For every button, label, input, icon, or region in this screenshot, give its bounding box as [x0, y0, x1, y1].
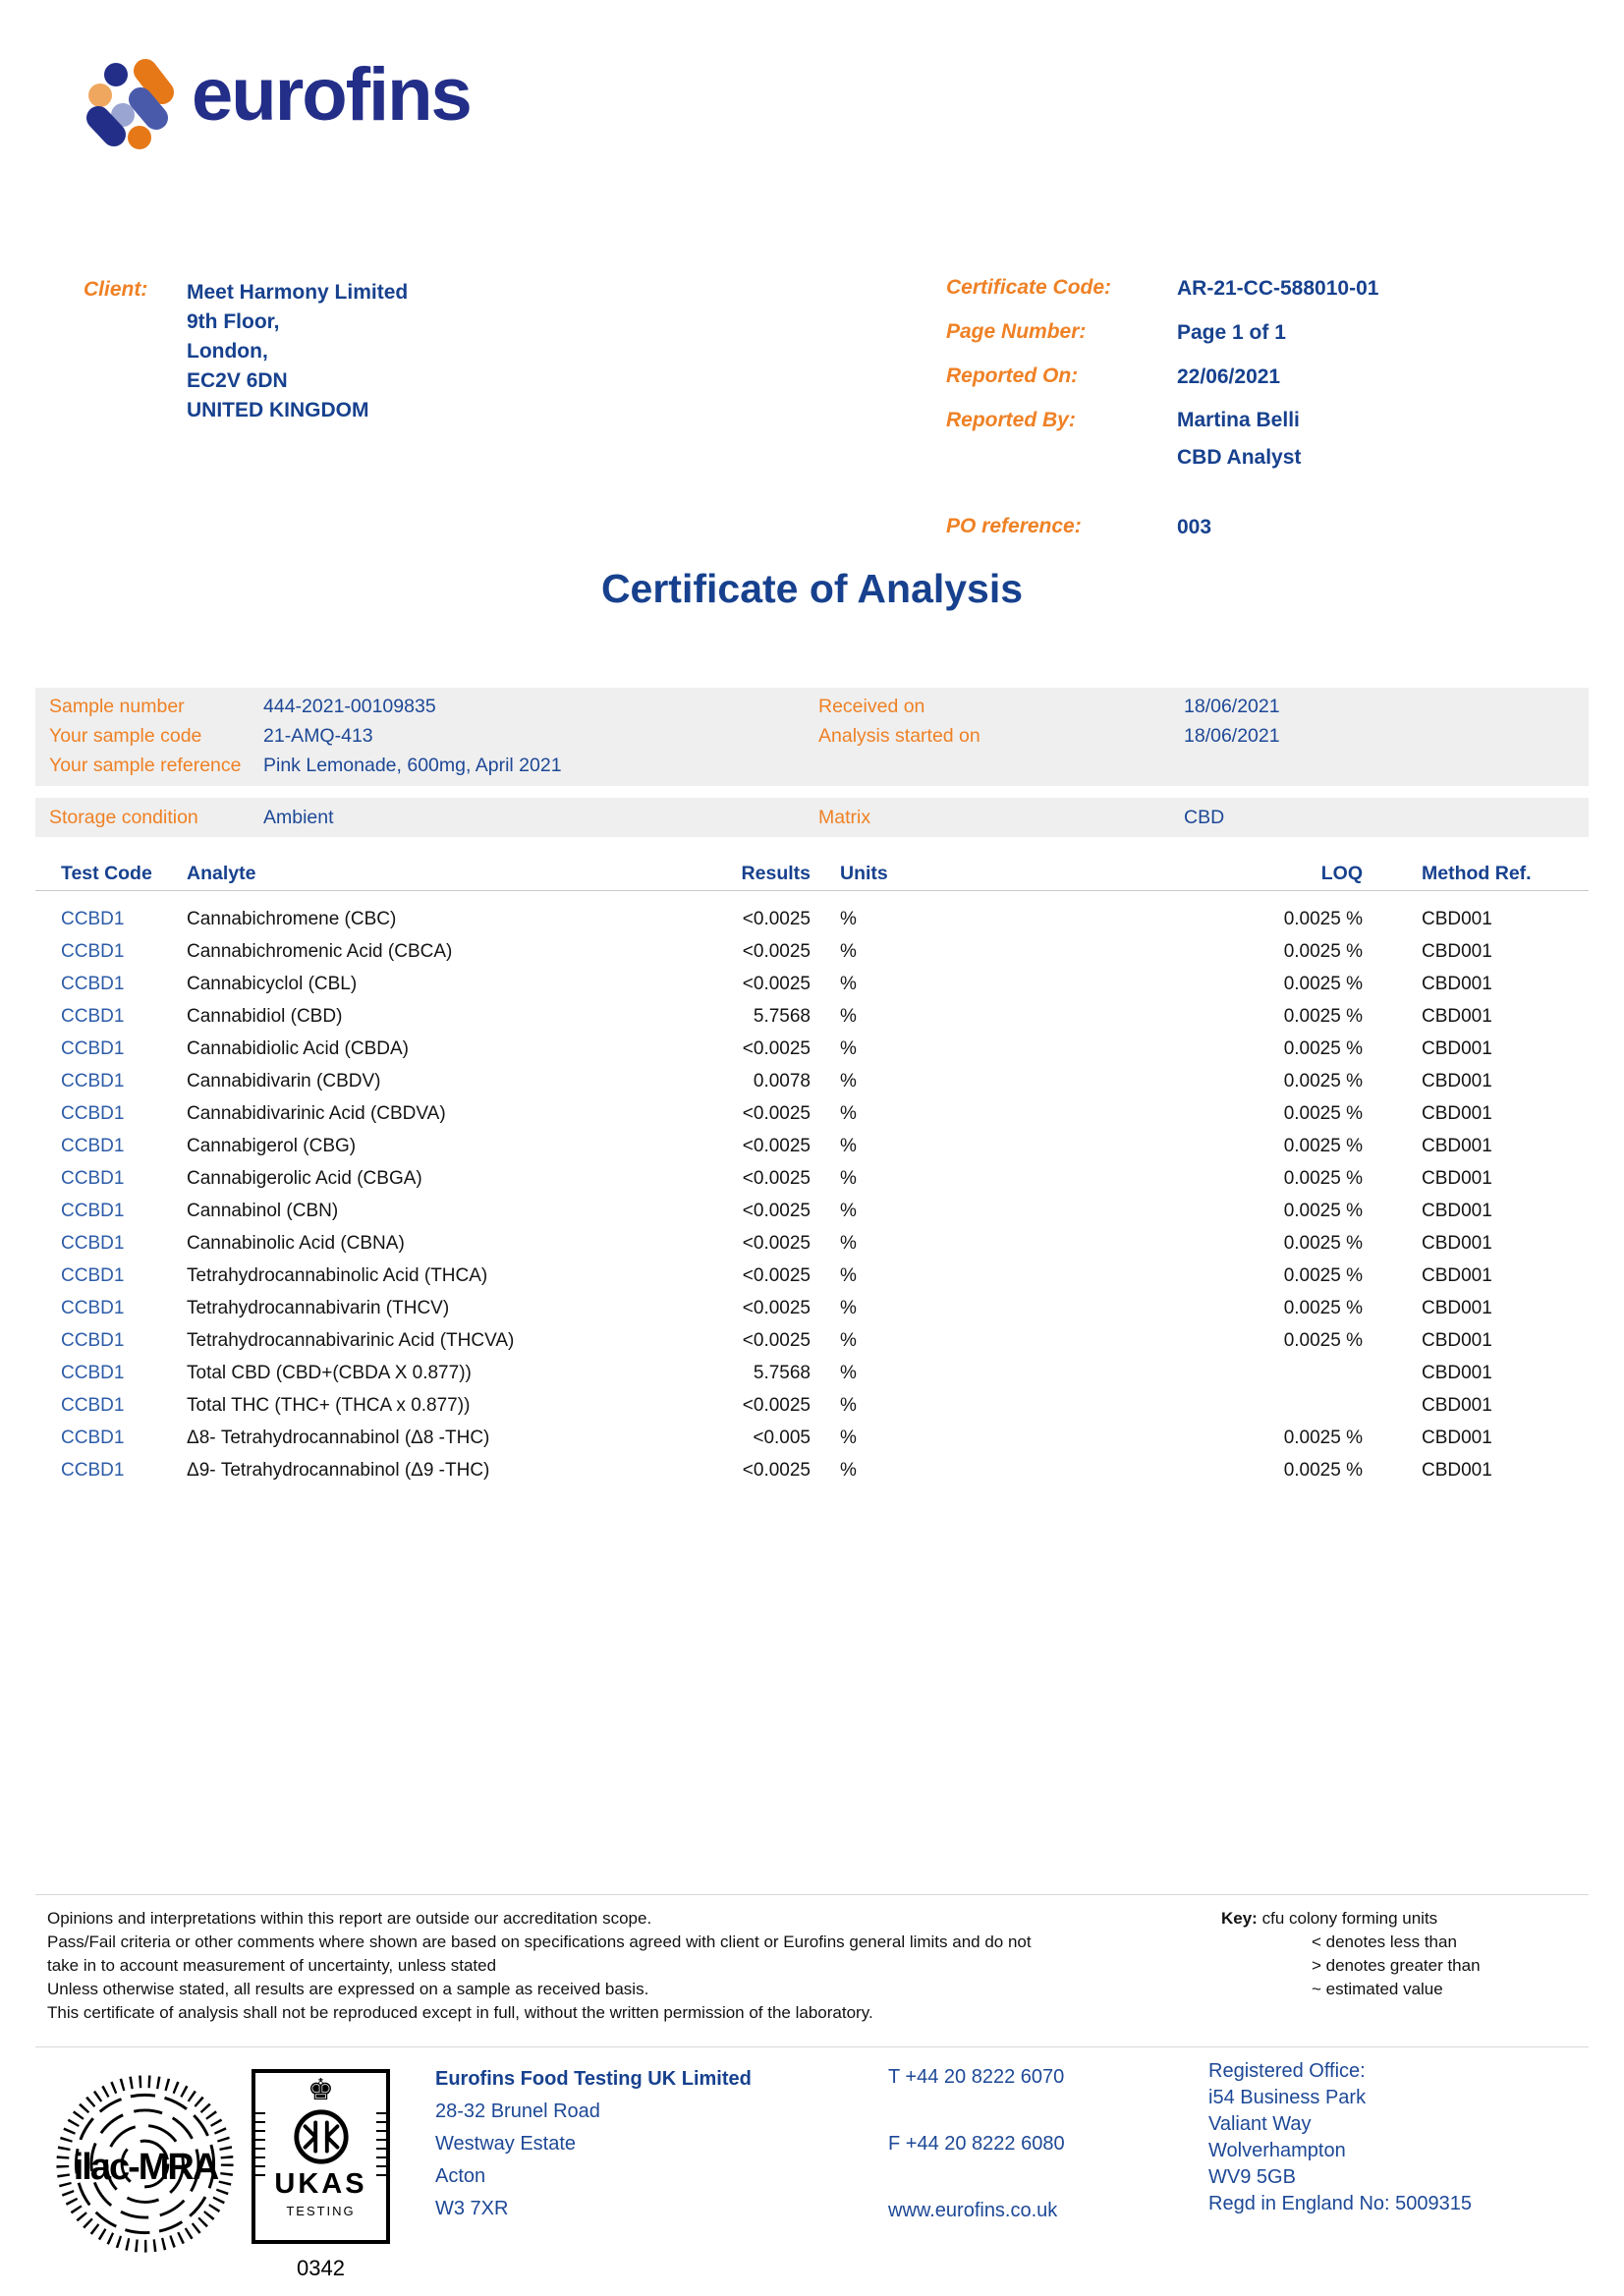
header-results: Results — [741, 862, 811, 884]
result-analyte: Cannabidivarinic Acid (CBDVA) — [187, 1102, 446, 1124]
result-analyte: Total CBD (CBD+(CBDA X 0.877)) — [187, 1362, 472, 1383]
eurofins-wordmark: eurofins — [192, 53, 471, 137]
page-title: Certificate of Analysis — [600, 566, 1024, 611]
header-analyte: Analyte — [187, 862, 256, 884]
result-method-ref: CBD001 — [1422, 1102, 1492, 1124]
result-row — [35, 1324, 1589, 1357]
header-test-code: Test Code — [61, 862, 152, 884]
result-analyte: Cannabidiolic Acid (CBDA) — [187, 1037, 409, 1059]
storage-condition-table — [35, 798, 1589, 837]
result-row — [35, 1162, 1589, 1195]
reported-on-label: Reported On: — [946, 364, 1079, 387]
client-name: Meet Harmony Limited — [187, 281, 409, 304]
result-units: % — [840, 1135, 857, 1156]
result-value: <0.0025 — [742, 940, 811, 962]
result-value: 5.7568 — [753, 1005, 811, 1027]
result-test-code: CCBD1 — [61, 1329, 125, 1351]
result-value: <0.0025 — [742, 1102, 811, 1124]
certificate-code-label: Certificate Code: — [946, 276, 1112, 299]
footer-registered-line: Wolverhampton — [1208, 2140, 1346, 2161]
result-units: % — [840, 1264, 857, 1286]
result-test-code: CCBD1 — [61, 1459, 125, 1481]
footer-address-line: Acton — [435, 2165, 486, 2187]
result-units: % — [840, 1362, 857, 1383]
po-reference-label: PO reference: — [946, 515, 1082, 537]
result-analyte: Δ9- Tetrahydrocannabinol (Δ9 -THC) — [187, 1459, 490, 1481]
result-loq: 0.0025 % — [1283, 940, 1363, 962]
result-loq: 0.0025 % — [1283, 1297, 1363, 1318]
results-table-header — [35, 857, 1589, 890]
result-loq: 0.0025 % — [1283, 1232, 1363, 1254]
result-loq: 0.0025 % — [1283, 1167, 1363, 1189]
sample-info-label: Sample number — [49, 696, 185, 717]
result-value: <0.0025 — [742, 1135, 811, 1156]
disclaimer-line: Unless otherwise stated, all results are expressed on a sample as received basis. — [47, 1980, 649, 1998]
result-analyte: Tetrahydrocannabivarin (THCV) — [187, 1297, 450, 1318]
result-row — [35, 1033, 1589, 1065]
result-test-code: CCBD1 — [61, 940, 125, 962]
result-units: % — [840, 1297, 857, 1318]
result-method-ref: CBD001 — [1422, 1005, 1492, 1027]
result-value: <0.0025 — [742, 1037, 811, 1059]
footer-phone: T +44 20 8222 6070 — [888, 2066, 1065, 2088]
result-loq: 0.0025 % — [1283, 1200, 1363, 1221]
result-units: % — [840, 1167, 857, 1189]
result-method-ref: CBD001 — [1422, 1037, 1492, 1059]
eurofins-logo — [62, 35, 471, 155]
footer-website-link[interactable]: www.eurofins.co.uk — [888, 2200, 1058, 2221]
result-loq: 0.0025 % — [1283, 1459, 1363, 1481]
client-address-line: London, — [187, 340, 268, 363]
footer-fax: F +44 20 8222 6080 — [888, 2133, 1065, 2155]
client-address-line: EC2V 6DN — [187, 369, 288, 392]
results-table-body — [35, 891, 1589, 1486]
result-loq: 0.0025 % — [1283, 1135, 1363, 1156]
result-method-ref: CBD001 — [1422, 1264, 1492, 1286]
result-method-ref: CBD001 — [1422, 1329, 1492, 1351]
result-row — [35, 1065, 1589, 1097]
result-value: <0.0025 — [742, 973, 811, 994]
key-item: ~ estimated value — [1312, 1980, 1443, 1998]
result-analyte: Cannabidiol (CBD) — [187, 1005, 343, 1027]
ukas-right-ticks-icon — [376, 2112, 386, 2183]
storage-condition-label: Storage condition — [49, 807, 198, 828]
sample-info-label: Your sample reference — [49, 755, 242, 776]
key-label: Key: — [1221, 1909, 1258, 1928]
page-number-value: Page 1 of 1 — [1177, 321, 1286, 344]
footer-address-line: W3 7XR — [435, 2198, 509, 2219]
result-value: <0.0025 — [742, 1459, 811, 1481]
result-method-ref: CBD001 — [1422, 1394, 1492, 1416]
result-value: <0.0025 — [742, 1200, 811, 1221]
result-method-ref: CBD001 — [1422, 1427, 1492, 1448]
result-units: % — [840, 1394, 857, 1416]
result-analyte: Cannabichromenic Acid (CBCA) — [187, 940, 453, 962]
result-units: % — [840, 1427, 857, 1448]
footer-address-line: Westway Estate — [435, 2133, 577, 2155]
result-test-code: CCBD1 — [61, 1232, 125, 1254]
client-address-line: UNITED KINGDOM — [187, 399, 369, 421]
matrix-value: CBD — [1184, 807, 1225, 828]
sample-info-label: Your sample code — [49, 725, 202, 747]
result-method-ref: CBD001 — [1422, 1232, 1492, 1254]
key-items — [1312, 1931, 1481, 2001]
result-test-code: CCBD1 — [61, 1200, 125, 1221]
result-value: <0.0025 — [742, 1329, 811, 1351]
result-method-ref: CBD001 — [1422, 940, 1492, 962]
result-method-ref: CBD001 — [1422, 1167, 1492, 1189]
result-units: % — [840, 940, 857, 962]
ukas-left-ticks-icon — [255, 2112, 265, 2183]
key-item: > denotes greater than — [1312, 1956, 1481, 1975]
result-analyte: Total THC (THC+ (THCA x 0.877)) — [187, 1394, 471, 1416]
footer-registered-line: Valiant Way — [1208, 2113, 1312, 2135]
results-table — [35, 857, 1589, 1486]
result-analyte: Cannabicyclol (CBL) — [187, 973, 358, 994]
result-test-code: CCBD1 — [61, 1394, 125, 1416]
result-method-ref: CBD001 — [1422, 1135, 1492, 1156]
sample-info-value: 444-2021-00109835 — [263, 696, 436, 717]
result-row — [35, 1389, 1589, 1422]
disclaimer-divider — [35, 1894, 1589, 1895]
result-analyte: Tetrahydrocannabinolic Acid (THCA) — [187, 1264, 488, 1286]
eurofins-dots-icon — [62, 35, 178, 155]
sample-info-label: Received on — [818, 696, 925, 717]
result-units: % — [840, 1200, 857, 1221]
result-row — [35, 1000, 1589, 1033]
footer-company-name: Eurofins Food Testing UK Limited — [435, 2068, 752, 2090]
result-loq: 0.0025 % — [1283, 1037, 1363, 1059]
result-value: <0.005 — [753, 1427, 811, 1448]
result-test-code: CCBD1 — [61, 1297, 125, 1318]
reporter-role: CBD Analyst — [1177, 446, 1302, 469]
reporter-name: Martina Belli — [1177, 409, 1300, 431]
sample-info-value: 18/06/2021 — [1184, 725, 1280, 747]
result-units: % — [840, 1329, 857, 1351]
footer-registered-line: Regd in England No: 5009315 — [1208, 2193, 1472, 2214]
footer-company-address — [435, 2063, 752, 2225]
result-analyte: Tetrahydrocannabivarinic Acid (THCVA) — [187, 1329, 515, 1351]
storage-condition-row — [49, 803, 1575, 832]
result-method-ref: CBD001 — [1422, 1297, 1492, 1318]
result-method-ref: CBD001 — [1422, 1459, 1492, 1481]
result-analyte: Δ8- Tetrahydrocannabinol (Δ8 -THC) — [187, 1427, 490, 1448]
header-loq: LOQ — [1320, 862, 1363, 884]
client-address-lines — [187, 308, 408, 425]
result-loq: 0.0025 % — [1283, 973, 1363, 994]
result-row — [35, 903, 1589, 935]
result-row — [35, 1422, 1589, 1454]
sample-info-label — [818, 751, 1184, 780]
ukas-testing-logo — [252, 2069, 390, 2244]
disclaimer-text — [47, 1907, 1108, 2025]
certificate-code-value: AR-21-CC-588010-01 — [1177, 277, 1379, 300]
result-method-ref: CBD001 — [1422, 908, 1492, 929]
result-test-code: CCBD1 — [61, 1135, 125, 1156]
result-test-code: CCBD1 — [61, 1427, 125, 1448]
footer-registered-line: i54 Business Park — [1208, 2087, 1367, 2108]
sample-info-row — [49, 751, 1575, 780]
result-value: <0.0025 — [742, 908, 811, 929]
result-analyte: Cannabigerol (CBG) — [187, 1135, 357, 1156]
meta-row — [946, 409, 1575, 487]
result-units: % — [840, 908, 857, 929]
ukas-accreditation-number: 0342 — [297, 2256, 345, 2280]
result-analyte: Cannabinol (CBN) — [187, 1200, 339, 1221]
result-row — [35, 1097, 1589, 1130]
client-address — [187, 278, 408, 425]
result-row — [35, 1227, 1589, 1260]
disclaimer-line: Pass/Fail criteria or other comments where shown are based on specifications agreed with client or Eurofins general limits and do not — [47, 1932, 1032, 1951]
sample-info-row — [49, 692, 1575, 721]
result-test-code: CCBD1 — [61, 1070, 125, 1092]
result-test-code: CCBD1 — [61, 1167, 125, 1189]
key-first-line — [1221, 1907, 1481, 1931]
meta-row — [946, 320, 1575, 364]
result-loq: 0.0025 % — [1283, 1264, 1363, 1286]
reported-on-value: 22/06/2021 — [1177, 365, 1281, 388]
ilac-mra-wordmark: ilac-MRA — [73, 2147, 218, 2188]
result-row — [35, 1130, 1589, 1162]
result-row — [35, 968, 1589, 1000]
result-analyte: Cannabichromene (CBC) — [187, 908, 397, 929]
ukas-testing-label: TESTING — [286, 2204, 356, 2218]
key-cfu-definition: cfu colony forming units — [1261, 1909, 1438, 1928]
result-method-ref: CBD001 — [1422, 1362, 1492, 1383]
result-units: % — [840, 1037, 857, 1059]
result-row — [35, 1454, 1589, 1486]
result-analyte: Cannabigerolic Acid (CBGA) — [187, 1167, 422, 1189]
certificate-meta-block — [946, 276, 1575, 559]
result-test-code: CCBD1 — [61, 908, 125, 929]
result-loq: 0.0025 % — [1283, 1329, 1363, 1351]
result-units: % — [840, 1070, 857, 1092]
po-reference-row — [946, 515, 1575, 559]
disclaimer-line: take in to account measurement of uncertainty, unless stated — [47, 1956, 497, 1975]
header-units: Units — [840, 862, 888, 884]
result-test-code: CCBD1 — [61, 1005, 125, 1027]
crown-icon: ♚ — [308, 2074, 334, 2106]
client-label: Client: — [84, 278, 148, 301]
footer-company-address-lines — [435, 2096, 752, 2225]
key-item: < denotes less than — [1312, 1932, 1457, 1951]
result-value: <0.0025 — [742, 1297, 811, 1318]
footer-registered-office — [1208, 2058, 1472, 2217]
result-row — [35, 935, 1589, 968]
result-loq: 0.0025 % — [1283, 908, 1363, 929]
storage-condition-value: Ambient — [263, 807, 334, 828]
sample-info-row — [49, 721, 1575, 751]
result-row — [35, 1357, 1589, 1389]
result-method-ref: CBD001 — [1422, 1070, 1492, 1092]
page-number-label: Page Number: — [946, 320, 1087, 343]
footer-divider — [35, 2046, 1589, 2047]
result-row — [35, 1292, 1589, 1324]
result-units: % — [840, 973, 857, 994]
sample-info-value: 21-AMQ-413 — [263, 725, 373, 747]
result-value: 0.0078 — [753, 1070, 811, 1092]
client-address-line: 9th Floor, — [187, 310, 280, 333]
sample-info-value: Pink Lemonade, 600mg, April 2021 — [263, 755, 562, 776]
result-method-ref: CBD001 — [1422, 973, 1492, 994]
result-test-code: CCBD1 — [61, 1264, 125, 1286]
disclaimer-line: This certificate of analysis shall not be reproduced except in full, without the written permission of the laboratory. — [47, 2003, 873, 2022]
po-reference-value: 003 — [1177, 516, 1212, 538]
sample-info-value: 18/06/2021 — [1184, 696, 1280, 717]
result-method-ref: CBD001 — [1422, 1200, 1492, 1221]
footer-registered-line: Registered Office: — [1208, 2060, 1366, 2082]
result-value: <0.0025 — [742, 1167, 811, 1189]
result-loq: 0.0025 % — [1283, 1427, 1363, 1448]
result-loq: 0.0025 % — [1283, 1070, 1363, 1092]
meta-row — [946, 276, 1575, 320]
result-test-code: CCBD1 — [61, 1037, 125, 1059]
result-value: 5.7568 — [753, 1362, 811, 1383]
sample-info-value — [1184, 751, 1575, 780]
ukas-wordmark: UKAS — [274, 2168, 367, 2200]
result-row — [35, 1260, 1589, 1292]
matrix-label: Matrix — [818, 807, 871, 828]
result-units: % — [840, 1005, 857, 1027]
result-test-code: CCBD1 — [61, 1362, 125, 1383]
result-units: % — [840, 1459, 857, 1481]
reported-by-label: Reported By: — [946, 409, 1076, 431]
ukas-symbol-icon — [291, 2106, 352, 2167]
footer-registered-line: WV9 5GB — [1208, 2166, 1296, 2188]
disclaimer-line: Opinions and interpretations within this report are outside our accreditation scope. — [47, 1909, 652, 1928]
result-analyte: Cannabinolic Acid (CBNA) — [187, 1232, 405, 1254]
result-value: <0.0025 — [742, 1232, 811, 1254]
sample-info-table — [35, 688, 1589, 786]
result-units: % — [840, 1102, 857, 1124]
result-test-code: CCBD1 — [61, 973, 125, 994]
result-loq: 0.0025 % — [1283, 1102, 1363, 1124]
result-units: % — [840, 1232, 857, 1254]
footer-contact — [888, 2066, 1065, 2267]
sample-info-label: Analysis started on — [818, 725, 980, 747]
header-method-ref: Method Ref. — [1422, 862, 1532, 884]
reported-by-value — [1177, 402, 1575, 487]
result-row — [35, 1195, 1589, 1227]
result-analyte: Cannabidivarin (CBDV) — [187, 1070, 381, 1092]
result-value: <0.0025 — [742, 1264, 811, 1286]
result-loq: 0.0025 % — [1283, 1005, 1363, 1027]
result-test-code: CCBD1 — [61, 1102, 125, 1124]
footer-address-line: 28-32 Brunel Road — [435, 2100, 600, 2122]
client-block — [84, 278, 408, 425]
key-block — [1221, 1907, 1481, 2001]
result-value: <0.0025 — [742, 1394, 811, 1416]
